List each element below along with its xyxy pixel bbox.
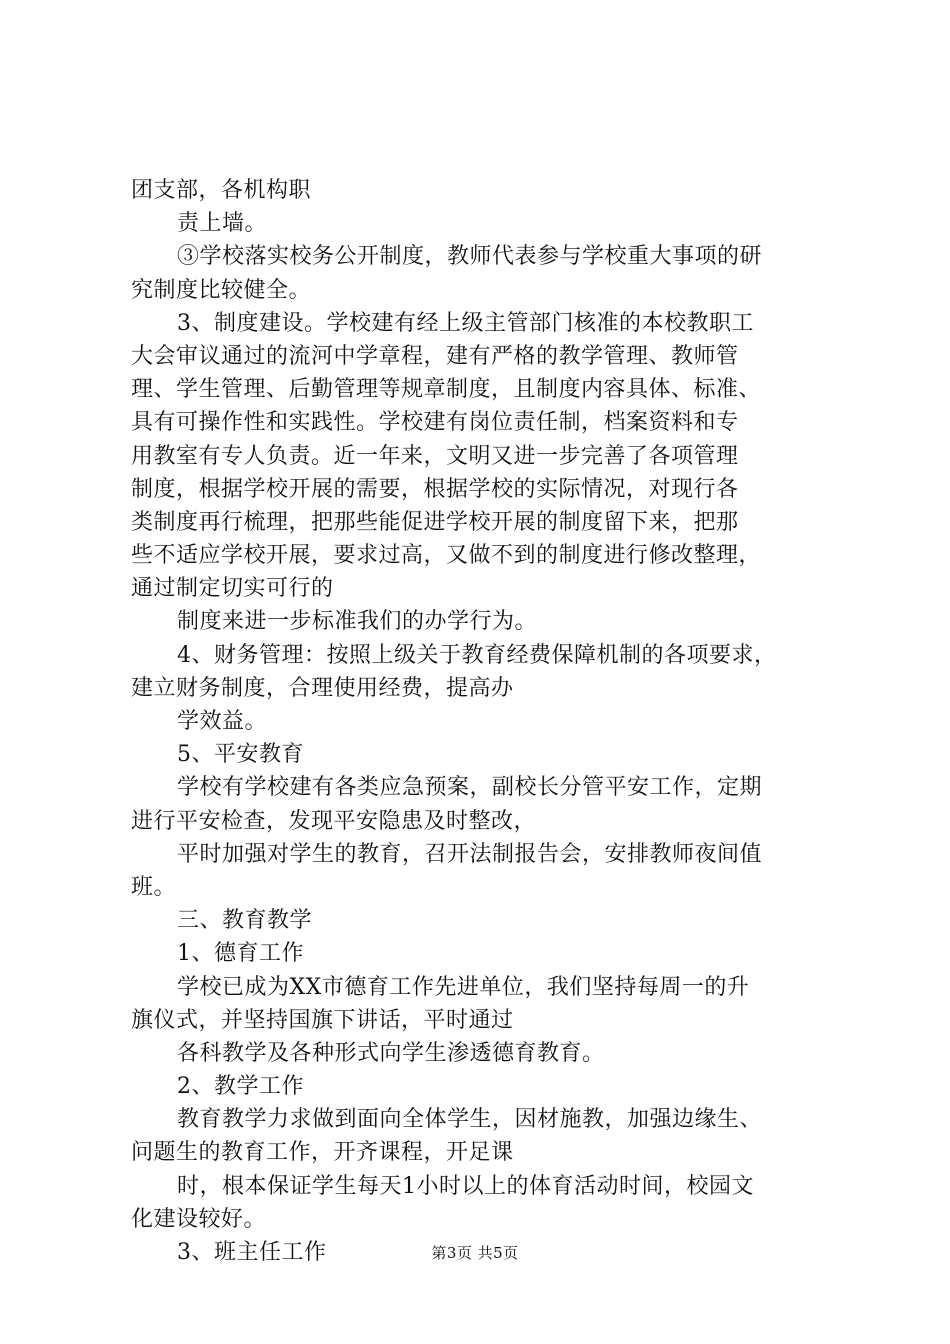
text-line: 大会审议通过的流河中学章程，建有严格的教学管理、教师管 xyxy=(131,343,739,369)
text-line: 进行平安检查，发现平安隐患及时整改， xyxy=(131,808,537,834)
text-line: 时，根本保证学生每天1小时以上的体育活动时间，校园文 xyxy=(177,1173,754,1199)
text-line: 班。 xyxy=(131,874,177,900)
text-line: 教育教学力求做到面向全体学生，因材施教，加强边缘生、 xyxy=(177,1107,763,1133)
text-line: 学校有学校建有各类应急预案，副校长分管平安工作，定期 xyxy=(177,775,763,801)
text-line: 平时加强对学生的教育，召开法制报告会，安排教师夜间值 xyxy=(177,841,763,867)
text-line: 各科教学及各种形式向学生渗透德育教育。 xyxy=(177,1040,605,1066)
text-line: 类制度再行梳理，把那些能促进学校开展的制度留下来，把那 xyxy=(131,509,739,535)
text-line: 4、财务管理：按照上级关于教育经费保障机制的各项要求， xyxy=(177,642,777,668)
text-line: ③学校落实校务公开制度，教师代表参与学校重大事项的研 xyxy=(177,244,763,270)
page-number-footer: 第3页 共5页 xyxy=(431,1244,519,1262)
text-line: 三、教育教学 xyxy=(177,908,313,934)
text-line: 理、学生管理、后勤管理等规章制度，且制度内容具体、标准、 xyxy=(131,377,762,403)
text-line: 3、制度建设。学校建有经上级主管部门核准的本校教职工 xyxy=(177,310,754,336)
text-line: 3、班主任工作 xyxy=(177,1240,327,1265)
text-line: 责上墙。 xyxy=(177,211,268,237)
text-line: 问题生的教育工作，开齐课程，开足课 xyxy=(131,1140,514,1166)
text-line: 通过制定切实可行的 xyxy=(131,576,334,602)
text-line: 5、平安教育 xyxy=(177,742,304,768)
text-line: 制度来进一步标准我们的办学行为。 xyxy=(177,609,538,635)
text-line: 团支部，各机构职 xyxy=(131,178,312,203)
text-line: 制度，根据学校开展的需要，根据学校的实际情况，对现行各 xyxy=(131,476,739,502)
text-line: 些不适应学校开展，要求过高，又做不到的制度进行修改整理， xyxy=(131,543,762,569)
text-line: 用教室有专人负责。近一年来，文明又进一步完善了各项管理 xyxy=(131,443,739,469)
text-line: 学校已成为XX市德育工作先进单位，我们坚持每周一的升 xyxy=(177,974,750,1000)
text-line: 1、德育工作 xyxy=(177,941,304,967)
text-line: 究制度比较健全。 xyxy=(131,277,312,303)
text-line: 旗仪式，并坚持国旗下讲话，平时通过 xyxy=(131,1007,514,1033)
text-line: 学效益。 xyxy=(177,709,268,734)
text-line: 2、教学工作 xyxy=(177,1074,304,1100)
text-line: 具有可操作性和实践性。学校建有岗位责任制，档案资料和专 xyxy=(131,410,739,436)
text-line: 化建设较好。 xyxy=(131,1206,267,1232)
document-body xyxy=(131,174,831,1269)
text-line: 建立财务制度，合理使用经费，提高办 xyxy=(131,675,514,701)
